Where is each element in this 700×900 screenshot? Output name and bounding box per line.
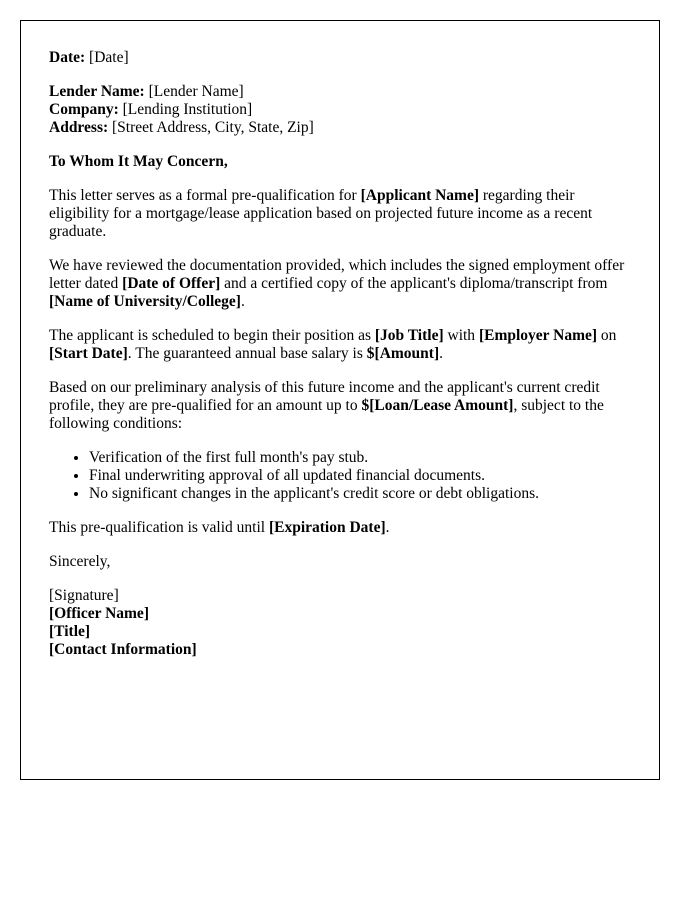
p5-text-a: This pre-qualification is valid until: [49, 519, 269, 536]
lender-block: [49, 83, 631, 137]
p3-text-e: on: [597, 327, 617, 344]
p5-text-c: .: [385, 519, 390, 536]
list-item: • Verification of the first full month's pay stub.: [89, 449, 631, 467]
company-line: [49, 101, 631, 119]
applicant-name-placeholder: [Applicant Name]: [360, 187, 480, 204]
contact-info-placeholder: [Contact Information]: [49, 641, 197, 658]
p1-text-a: This letter serves as a formal pre-qualification for: [49, 187, 361, 204]
officer-name-placeholder: [Officer Name]: [49, 605, 149, 622]
p2-text-e: .: [240, 293, 245, 310]
lender-name-label: Lender Name:: [49, 83, 145, 100]
signature-placeholder: [Signature]: [49, 587, 119, 604]
paragraph-documentation: [49, 257, 631, 311]
salutation-text: To Whom It May Concern,: [49, 153, 228, 170]
company-label: Company:: [49, 101, 119, 118]
paragraph-validity: [49, 519, 631, 537]
university-placeholder: [Name of University/College]: [49, 293, 241, 310]
date-line: [49, 49, 631, 67]
job-title-placeholder: [Job Title]: [374, 327, 444, 344]
p4-text-a: Based on our preliminary analysis of this future income and the applicant's current credit profile, they are pre-qualified for an amount up to: [49, 379, 600, 414]
address-label: Address:: [49, 119, 109, 136]
employer-name-placeholder: [Employer Name]: [478, 327, 598, 344]
p2-text-c: and a certified copy of the applicant's diploma/transcript from: [220, 275, 608, 292]
address-line: [49, 119, 631, 137]
date-of-offer-placeholder: [Date of Offer]: [122, 275, 221, 292]
date-label: Date:: [49, 49, 86, 66]
p3-text-i: .: [439, 345, 443, 362]
paragraph-analysis: [49, 379, 631, 433]
p2-text-a: We have reviewed the documentation provided, which includes the signed employment offer letter dated: [49, 257, 625, 292]
address-value: [Street Address, City, State, Zip]: [112, 119, 314, 136]
conditions-list: [49, 449, 631, 503]
loan-amount-placeholder: $[Loan/Lease Amount]: [361, 397, 514, 414]
list-item: • No significant changes in the applicant's credit score or debt obligations.: [89, 485, 631, 503]
salutation: [49, 153, 631, 171]
company-value: [Lending Institution]: [122, 101, 253, 118]
p4-text-c: , subject to the following conditions:: [49, 397, 604, 432]
lender-name-line: [49, 83, 631, 101]
expiration-date-placeholder: [Expiration Date]: [268, 519, 386, 536]
p1-text-c: regarding their eligibility for a mortgage/lease application based on projected future income as a recent graduate.: [49, 187, 593, 240]
title-placeholder: [Title]: [49, 623, 91, 640]
lender-name-value: [Lender Name]: [148, 83, 244, 100]
closing: Sincerely,: [49, 553, 111, 570]
letter-page: [20, 20, 660, 780]
paragraph-intro: [49, 187, 631, 241]
signature-block: [49, 587, 631, 659]
p3-text-a: The applicant is scheduled to begin their position as: [49, 327, 375, 344]
date-value: [Date]: [89, 49, 129, 66]
start-date-placeholder: [Start Date]: [49, 345, 128, 362]
salary-amount-placeholder: $[Amount]: [366, 345, 440, 362]
p3-text-g: . The guaranteed annual base salary is: [127, 345, 367, 362]
paragraph-employment: [49, 327, 631, 363]
list-item: • Final underwriting approval of all updated financial documents.: [89, 467, 631, 485]
p3-text-c: with: [443, 327, 479, 344]
